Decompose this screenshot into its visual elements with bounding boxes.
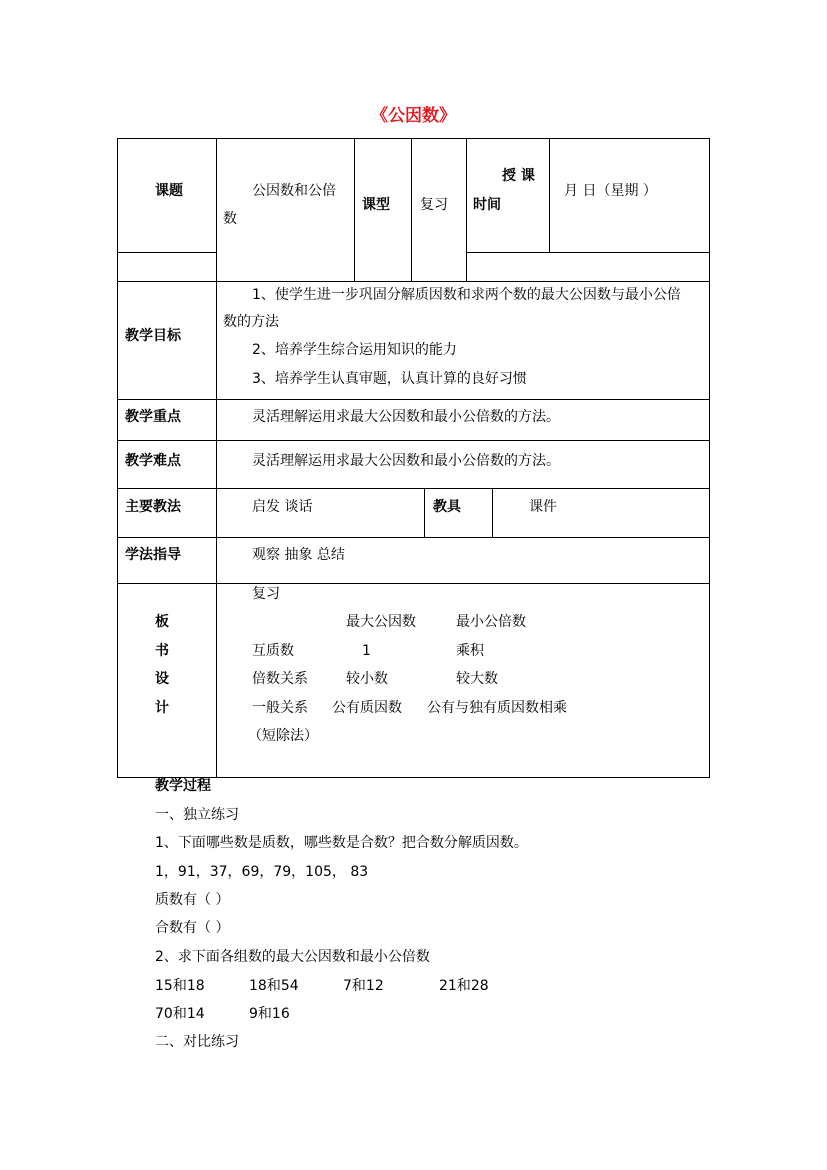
type-value: 复习 [420,197,448,213]
section-2-heading: 二、对比练习 [155,1034,239,1050]
goal-3: 3、培养学生认真审题，认真计算的良好习惯 [252,371,527,387]
page-title: 《公因数》 [371,106,456,126]
pair-item: 15和18 [155,978,205,994]
goal-1: 1、使学生进一步巩固分解质因数和求两个数的最大公因数与最小公倍 [252,287,681,303]
guide-value: 观察 抽象 总结 [252,547,345,563]
board-row1-gcf: 1 [362,643,371,659]
question-1-numbers: 1，91，37，69，79，105， 83 [155,864,369,880]
board-label-1: 板 [155,614,169,630]
board-review: 复习 [252,586,280,602]
board-row2-gcf: 较小数 [346,671,388,687]
board-row1-lcm: 乘积 [456,643,484,659]
board-label-4: 计 [155,700,169,716]
time-label-line1: 授 课 [502,168,535,184]
process-heading: 教学过程 [155,778,211,794]
pair-item: 21和28 [439,978,489,994]
board-row1-label: 互质数 [252,643,294,659]
prime-answer: 质数有（ ） [155,892,230,908]
guide-label: 学法指导 [125,547,181,563]
goal-label: 教学目标 [125,328,181,344]
board-label-2: 书 [155,643,169,659]
board-row2-label: 倍数关系 [252,671,308,687]
pair-item: 9和16 [249,1006,290,1022]
difficulty-label: 教学难点 [125,453,181,469]
method-label: 主要教法 [125,499,181,515]
board-label-3: 设 [155,671,169,687]
board-row2-lcm: 较大数 [456,671,498,687]
board-row3-label: 一般关系 [252,700,308,716]
question-2: 2、求下面各组数的最大公因数和最小公倍数 [155,949,430,965]
pair-item: 7和12 [343,978,384,994]
tool-value: 课件 [529,499,557,515]
board-note: （短除法） [248,728,318,744]
topic-label: 课题 [155,183,183,199]
time-value: 月 日（星期 ） [564,183,657,199]
board-row3-lcm: 公有与独有质因数相乘 [427,700,567,716]
key-label: 教学重点 [125,409,181,425]
type-label: 课型 [362,197,390,213]
method-value: 启发 谈话 [252,499,313,515]
pair-item: 18和54 [249,978,299,994]
board-col-gcf: 最大公因数 [346,614,416,630]
topic-value-line2: 数 [223,211,237,227]
key-value: 灵活理解运用求最大公因数和最小公倍数的方法。 [252,409,560,425]
tool-label: 教具 [433,499,461,515]
goal-2: 2、培养学生综合运用知识的能力 [252,342,457,358]
goal-1-cont: 数的方法 [223,314,279,330]
board-row3-gcf: 公有质因数 [332,700,402,716]
board-col-lcm: 最小公倍数 [456,614,526,630]
time-label-line2: 时间 [473,197,501,213]
question-1: 1、下面哪些数是质数，哪些数是合数？把合数分解质因数。 [155,835,528,851]
composite-answer: 合数有（ ） [155,920,230,936]
section-1-heading: 一、独立练习 [155,807,239,823]
difficulty-value: 灵活理解运用求最大公因数和最小公倍数的方法。 [252,453,560,469]
topic-value-line1: 公因数和公倍 [252,183,336,199]
pair-item: 70和14 [155,1006,205,1022]
